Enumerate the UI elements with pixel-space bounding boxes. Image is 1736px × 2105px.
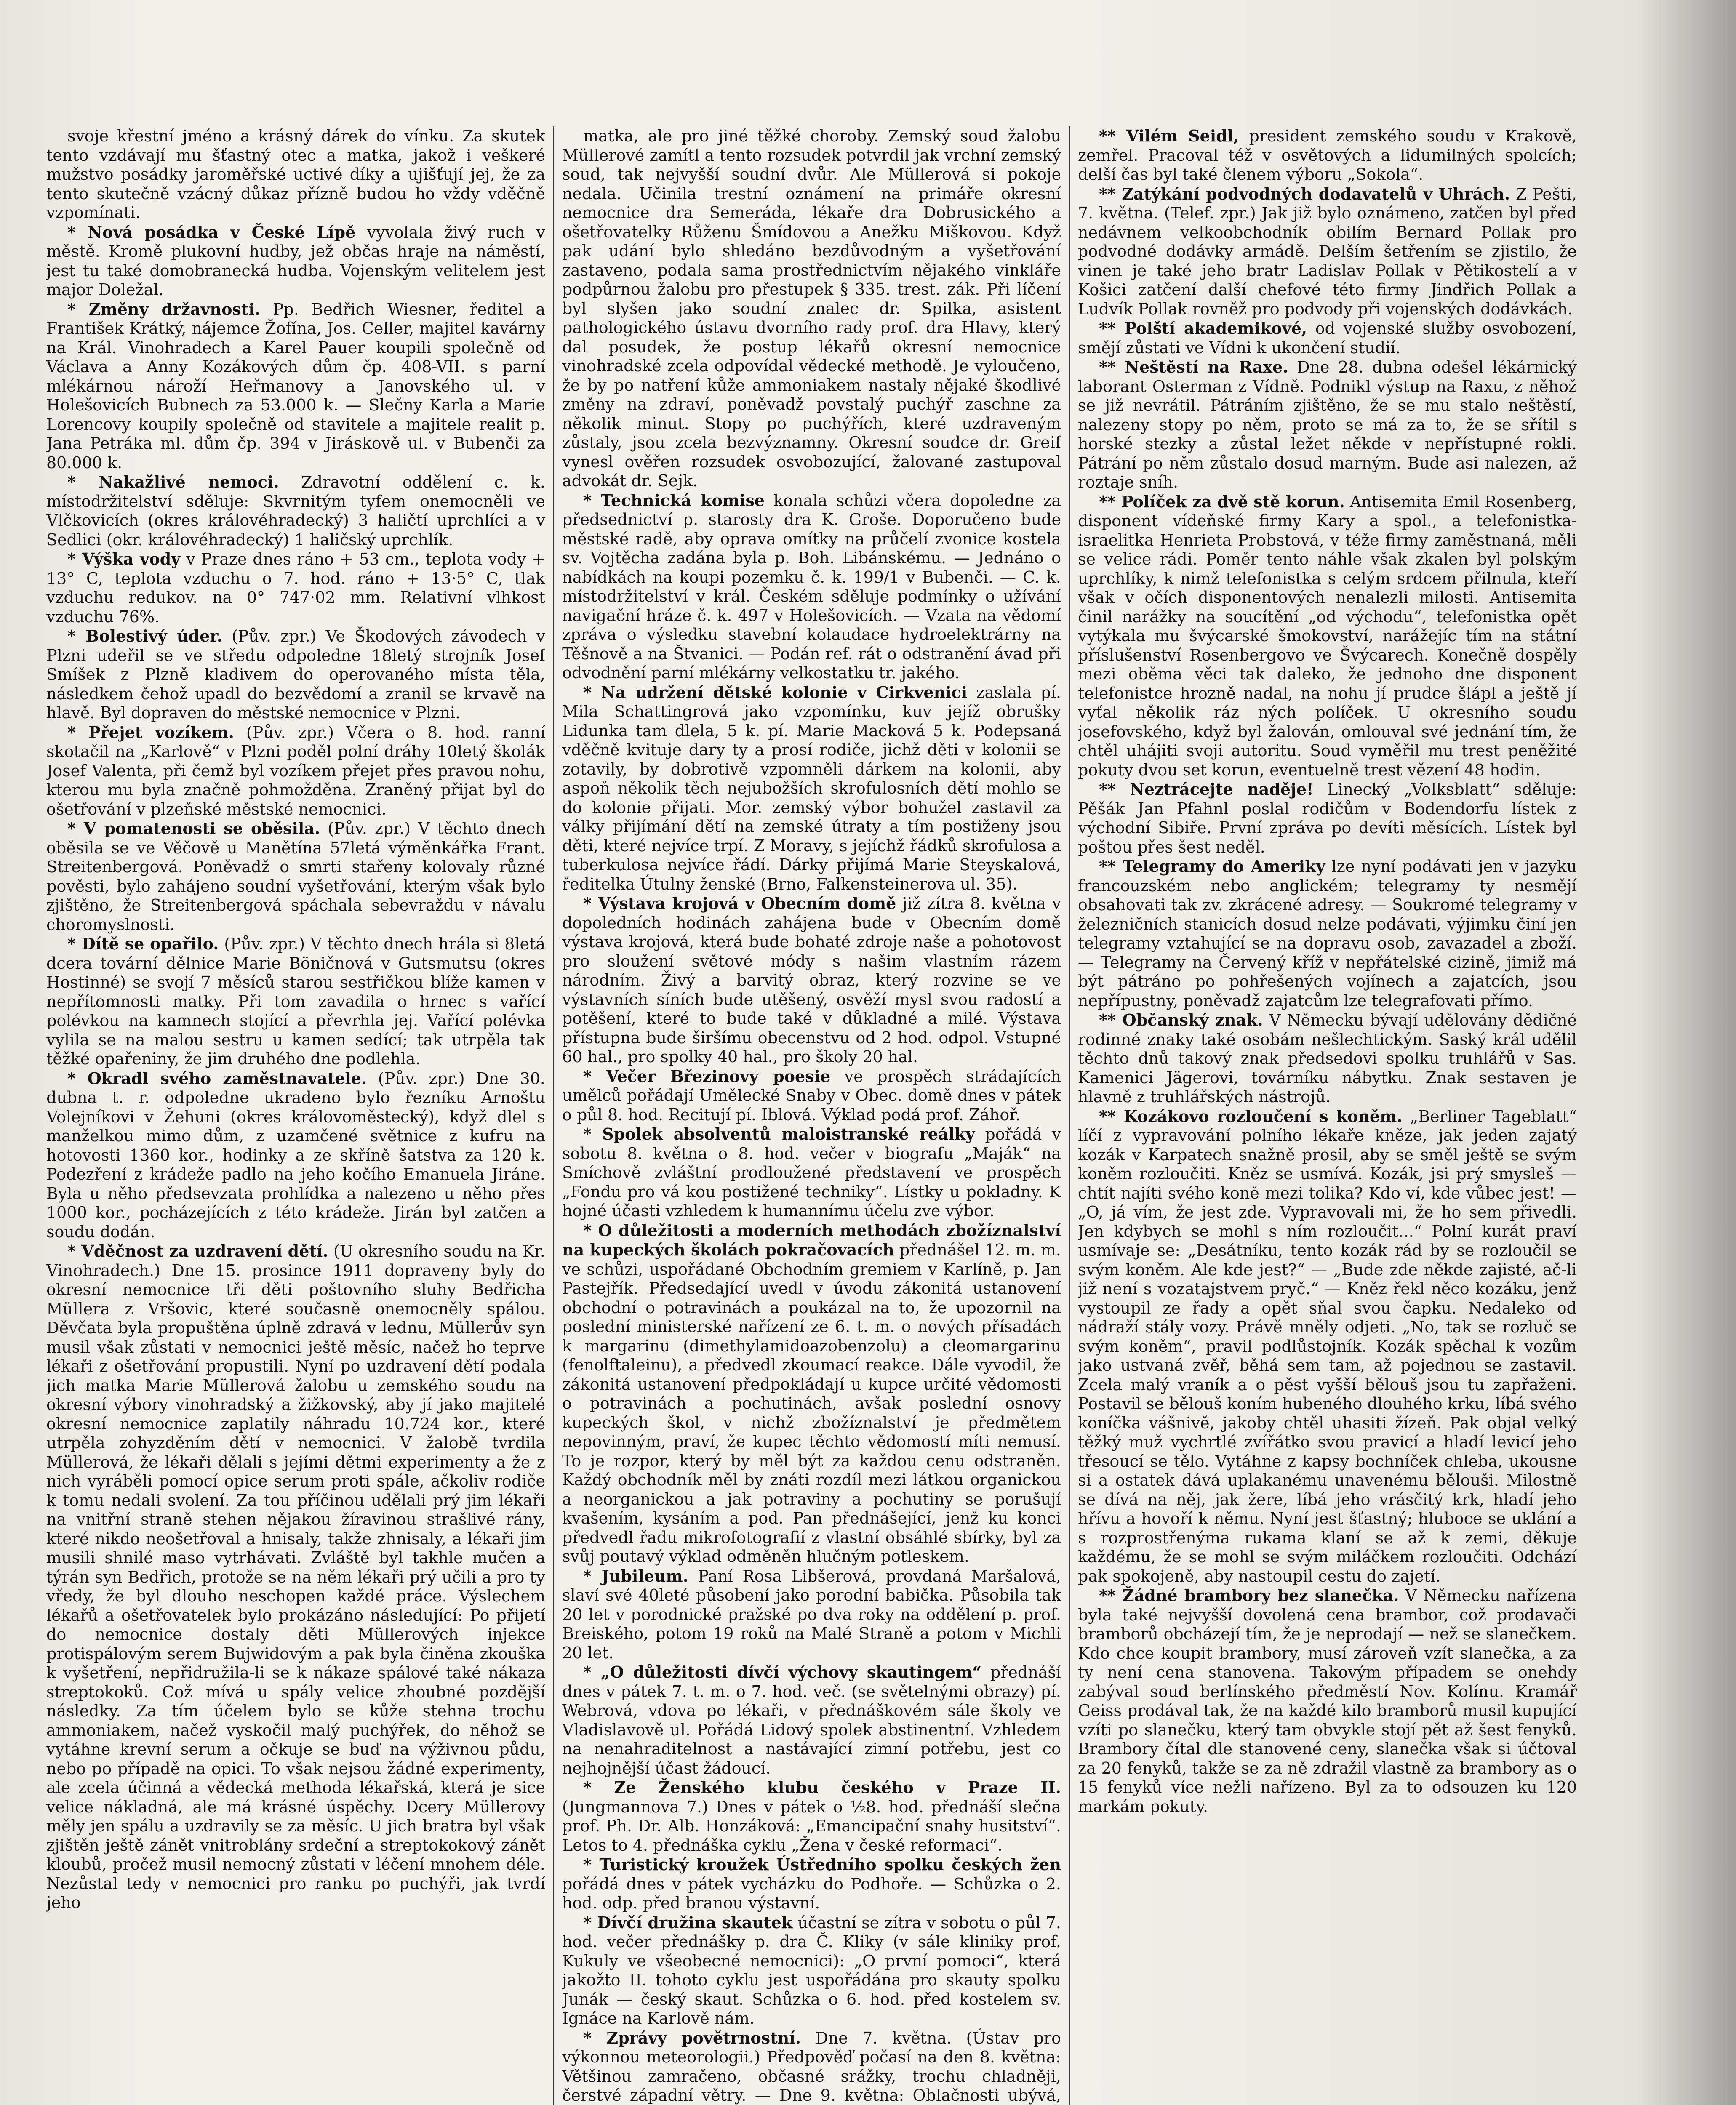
news-item [46,300,545,473]
news-item-body: V Německu nařízena byla také nejvyšší dovolená cena brambor, což prodavači bramborů obcházejí tím, že je neprodají — než se slanečkem. Kdo chce koupit brambory, musí zároveň vzít slanečka, a za ty není cena stanovena. Takovým případem se onehdy zabýval soud berlínského předměstí Nov. Kolínu. Kramář Geiss prodával tak, že na každé kilo bramborů musil kupující vzíti po slanečku, který tam obvykle stojí pět až šest fenyků. Brambory čítal dle stanovené ceny, slanečka však si účtoval za 20 fenyků, takže se za ně zdražil vlastně za brambory as o 15 fenyků více nežli nařízeno. Byl za to odsouzen ku 120 markám pokuty. [1078,1586,1577,1816]
news-item-body: Dne 28. dubna odešel lékárnický laborant Osterman z Vídně. Podnikl výstup na Raxu, z něhož se již nevrátil. Pátráním zjištěno, že se mu stalo neštěstí, nalezeny stopy po něm, proto se má za to, že se sřítil s horské stezky a zůstal ležet někde v nepřístupné rokli. Pátrání po něm zůstalo dosud marným. Bude asi nalezen, až roztaje sníh. [1078,358,1577,491]
news-item-body: (U okresního soudu na Kr. Vinohradech.) Dne 15. prosince 1911 dopraveny byly do okresní nemocnice tři děti poštovního sluhy Bedřicha Müllera z Vršovic, které současně onemocněly spálou. Děvčata byla propuštěna úplně zdravá v lednu, Müllerův syn musil však zůstati v nemocnici ještě měsíc, načež ho teprve lékaři z ošetřování propustili. Nyní po uzdravení dětí podala jich matka Marie Müllerová žalobu u zemského soudu na okresní výbory vinohradský a žižkovský, aby jí jako majitelé okresní nemocnice zaplatily náhradu 10.724 kor., které utrpěla zohyzděním dětí v nemocnici. V žalobě tvrdila Müllerová, že lékaři dělali s jejími dětmi experimenty a že z nich vyráběli pomocí opice serum proti spále, ačkoliv rodiče k tomu nedali svolení. Za tou příčinou udělali prý jim lékaři na vnitřní straně stehen nějakou žíravinou strašlivé rány, které nikdo neošetřoval a hnisaly, takže zhnisaly, a lékaři jim musili shnilé maso vytrhávati. Zvláště byl takhle mučen a týrán syn Bedřich, protože se na něm lékaři prý učili a pro ty vředy, že byl dlouho neschopen každé práce. Výslechem lékařů a ošetřovatelek bylo prokázáno následující: Po přijetí do nemocnice dostaly děti Müllerových injekce protispálovým serem Bujwidovým a pak byla činěna zkouška k vyšetření, nepřidružila-li se k nákaze spálové také nákaza streptokoků. Což mívá u spály velice zhoubné pozdější následky. Za tím účelem bylo se kůže stehna trochu ammoniakem, načež vyskočil malý puchýřek, do něhož se vytáhne krevní serum a očkuje se buď na výživnou půdu, nebo po případě na opici. To však nejsou žádné experimenty, ale zcela účinná a vědecká methoda lékařská, která je sice velice nákladná, ale má krásné úspěchy. Dcery Müllerovy měly jen spálu a uzdravily se za měsíc. U jich bratra byl však zjištěn ještě zánět vnitroblány srdeční a streptokokový zánět kloubů, pročež musil nemocný zůstati v léčení mnohem déle. Nezůstal tedy v nemocnici pro ranku po puchýři, jak tvrdí jeho [46,1242,545,1912]
page-edge-shadow [1635,0,1736,2105]
column-divider [553,126,554,2105]
news-item-body: v Praze dnes ráno + 53 cm., teplota vody + 13° C, teplota vzduchu o 7. hod. ráno + 13·5° C, tlak vzduchu redukov. na 0° 747·02 mm. Relativní vlhkost vzduchu 76%. [46,550,545,626]
news-item [1078,857,1577,1010]
news-item-heading: ** Neštěstí na Raxe. [1099,357,1288,376]
news-item: svoje křestní jméno a krásný dárek do vínku. Za skutek tento vzdávají mu šťastný otec a matka, jakož i veškeré mužstvo posádky jaroměřské uctivé díky a ujišťují jej, že za tento skutečně vzácný důkaz přízně budou ho vždy vděčně vzpomínati. [46,127,545,222]
news-item-body: od vojenské služby osvobození, smějí zůstati ve Vídni k ukončení studií. [1078,319,1577,357]
news-item [46,723,545,819]
news-item [46,1069,545,1242]
news-item [1078,1586,1577,1816]
column-divider [1069,126,1070,2105]
news-item [46,549,545,626]
news-item [1078,184,1577,319]
news-item-body: zaslala pí. Mila Schattingrová jako vzpomínku, kuv jejíž obrušky Lidunka tam dlela, 5 k. pí. Marie Macková 5 k. Podepsaná vděčně kvituje dary ty a prosí rodiče, jichž děti v kolonii se zotavily, by dobrotivě vzpomněli dárkem na kolonii, aby aspoň několik těch nejubožších skrofulosních dětí mohlo se do kolonie přijati. Mor. zemský výbor bohužel zastavil za války přijímání dětí na zemské útraty a tím postiženy jsou děti, které nejvíce trpí. Z Moravy, s jejíchž řádků skrofulosa a tuberkulosa nejvíce řádí. Dárky přijímá Marie Steyskalová, ředitelka Útulny ženské (Brno, Falkensteinerova ul. 35). [562,683,1061,893]
news-item [562,683,1061,894]
news-item [562,1567,1061,1663]
news-item-heading: ** Kozákovo rozloučení s koněm. [1099,1106,1403,1126]
news-item-heading: * O důležitosti a moderních methodách zbožíznalství na kupeckých školách pokračovacích [562,1220,1061,1259]
news-item-heading: * Dívčí družina skautek [583,1913,793,1932]
news-item-heading: * Výška vody [67,549,181,568]
news-item-body: pořádá dnes v pátek vycházku do Podhoře. — Schůzka o 2. hod. odp. před branou výstavní. [562,1874,1061,1912]
news-item-body: přednášel 12. m. m. ve schůzi, uspořádané Obchodním gremiem v Karlíně, p. Jan Pastejřík. Předsedající uvedl v úvodu zákonitá ustanovení obchodní o potravinách a poukázal na to, že upozornil na poslední ministerské nařízení ze 6. t. m. o nových přísadách k margarinu (dimethylamidoazobenzolu) a cleomargarinu (fenolftaleinu), a předvedl zkoumací reakce. Dále vyvodil, že zákonitá ustanovení předpokládají u kupce určité vědomosti o potravinách a pochutinách, avšak poslední osnovy kupeckých škol, v nichž zbožíznalství je předmětem nepovinným, praví, že kupec těchto vědomostí míti nemusí. To je rozpor, který by měl být za každou cenu odstraněn. Každý obchodník měl by znáti rozdíl mezi látkou organickou a neorganickou a jak potraviny a pochutiny se porušují kvašením, kysáním a pod. Pan přednášející, jenž ku konci předvedl řadu mikrofotografií z vlastní obsáhlé sbírky, byl za svůj poutavý výklad odměněn hlučným potleskem. [562,1241,1061,1566]
news-item [1078,492,1577,780]
news-item [562,1663,1061,1778]
news-item-heading: * Dítě se opařilo. [67,934,219,953]
news-item-heading: ** Občanský znak. [1099,1010,1263,1029]
news-item-body: Linecký „Volksblatt“ sděluje: Pěšák Jan Pfahnl poslal rodičům v Bodendorfu lístek z východní Sibiře. První zpráva po devíti měsících. Lístek byl poštou přes šest neděl. [1078,780,1577,856]
news-item-body: (Jungmannova 7.) Dnes v pátek o ½8. hod. přednáší slečna prof. Ph. Dr. Alb. Honzáková: „Emancipační snahy husitství“. Letos to 4. přednáška cyklu „Žena v české reformaci“. [562,1797,1061,1855]
news-item [46,934,545,1069]
news-item-heading: ** Žádné brambory bez slanečka. [1099,1586,1399,1605]
news-item-heading: * Ze Ženského klubu českého v Praze II. [583,1778,1061,1797]
news-item: matka, ale pro jiné těžké choroby. Zemský soud žalobu Müllerové zamítl a tento rozsudek potvrdil jak vrchní zemský soud, tak nejvyšší soudní dvůr. Ale Müllerová si pokoje nedala. Učinila trestní oznámení na primáře okresní nemocnice dra Semeráda, lékaře dra Dobrusického a ošetřovatelky Růženu Šmídovou a Anežku Miškovou. Když pak udání bylo shledáno bezdůvodným a vyšetřování zastaveno, podala sama prostřednictvím nějakého vinkláře podpůrnou žalobu pro přestupek § 335. trest. zák. Při líčení byl slyšen jako soudní znalec dr. Spilka, asistent pathologického ústavu dvorního rady prof. dra Hlavy, který dal posudek, že postup lékařů okresní nemocnice vinohradské zcela odpovídal vědecké methodě. Je vyloučeno, že by po natření kůže ammoniakem nastaly nějaké škodlivé změny na zdraví, poněvadž povstalý puchýř zaschne za několik minut. Stopy po puchýřích, které uzdraveným zůstaly, jsou zcela bezvýznamny. Okresní soudce dr. Greif vynesl ověřen rozsudek osvobozující, žalované zastupoval advokát dr. Sejk. [562,127,1061,490]
news-item-heading: ** Vilém Seidl, [1099,126,1239,145]
text-column-1 [46,126,545,2105]
news-item-body: Dne 7. května. (Ústav pro výkonnou meteorologii.) Předpověď počasí na den 8. května: Většinou zamračeno, občasné srážky, trochu chladněji, čerstvé západní větry. — Dne 9. května: Oblačnosti ubývá, [562,2028,1061,2105]
news-item-heading: ** Políček za dvě stě korun. [1099,492,1345,511]
news-item-body: Pp. Bedřich Wiesner, ředitel a František Krátký, nájemce Žofína, Jos. Celler, majitel kavárny na Král. Vinohradech a Karel Pauer koupili společně od Václava a Anny Kozákových dům čp. 408-VII. s parní mlékárnou nároží Heřmanovy a Janovského ul. v Holešovicích Bubnech za 53.000 k. — Slečny Karla a Marie Lorencovy koupily společně od stavitele a majitele realit p. Jana Petráka ml. dům čp. 394 v Jiráskově ul. v Bubenči za 80.000 k. [46,300,545,472]
news-item [1078,1010,1577,1107]
news-item-body: (Pův. zpr.) Dne 30. dubna t. r. odpoledne ukradeno bylo řezníku Arnoštu Volejníkovi v Žehuni (okres královoměstecký), když dlel s manželkou mimo dům, z uzamčené světnice z kufru na hotovosti 1360 kor., hodinky a ze skříně šatstva za 120 k. Podezření z krádeže padlo na jeho kočího Emanuela Jiráne. Byla u něho předsevzata prohlídka a nalezeno u něho přes 1000 kor., pocházejících z této krádeže. Jirán byl zatčen a soudu dodán. [46,1069,545,1241]
news-item [1078,319,1577,357]
news-item-body: Z Pešti, 7. května. (Telef. zpr.) Jak již bylo oznámeno, zatčen byl před nedávnem velkoobchodník obilím Bernard Pollak pro podvodné dodávky armádě. Delším šetřením se zjistilo, že vinen je také jeho bratr Ladislav Pollak v Pětikostelí a v Košici zatčení další chefové této firmy Jindřich Pollak a Ludvík Pollak rovněž pro podvody při vojenských dodávkách. [1078,184,1577,318]
news-item [46,472,545,549]
news-item-body: (Pův. zpr.) Včera o 8. hod. ranní skotačil na „Karlově“ v Plzni poděl polní dráhy 10letý školák Josef Valenta, při čemž byl vozíkem přejet přes pravou nohu, kterou mu byla značně pohmožděna. Zraněný přijat byl do ošetřování v plzeňské městské nemocnici. [46,723,545,818]
news-item-heading: * Vděčnost za uzdravení dětí. [67,1242,328,1260]
news-item-body: Antisemita Emil Rosenberg, disponent vídeňské firmy Kary a spol., a telefonistka-israelitka Henrieta Probstová, v téže firmy zaměstnaná, měli se velice rádi. Poměr tento náhle však zkalen byl polským uprchlíky, k nimž telefonistka s celým srdcem přilnula, kteří však v očích disponentových nenalezli milosti. Antisemita činil narážky na soucítění „od východu“, telefonistka opět vytýkala mu švýcarské šmokovství, narážejíc tím na státní příslušenství Rosenbergovo ve Švýcarech. Konečně dospěly mezi oběma věci tak daleko, že jednoho dne disponent telefonistce hrozně nadal, na nohu jí prudce šlápl a ještě jí vyťal několik ráz ných políček. U okresního soudu josefovského, když byl žalován, omlouval své jednání tím, že chtěl uhájiti svoji autoritu. Soud vyměřil mu trest peněžité pokuty dvou set korun, eventuelně trest vězení 48 hodin. [1078,492,1577,779]
news-item-heading: ** Polští akademikové, [1099,319,1307,338]
news-item-heading: ** Neztrácejte naděje! [1099,780,1314,799]
news-item-body: ve prospěch strádajících umělců pořádají Umělecké Snaby v Obec. domě dnes v pátek o půl 8. hod. Recitují pí. Iblová. Výklad podá prof. Záhoř. [562,1067,1061,1124]
news-item-body: Zdravotní oddělení c. k. místodržitelství sděluje: Skvrnitým tyfem onemocněli ve Vlčkovicích (okres královéhradecký) 3 haličtí uprchlíci a v Sedlici (okr. královéhradecký) 1 haličský uprchlík. [46,473,545,549]
news-item [1078,357,1577,492]
news-item-heading: * Změny državnosti. [67,299,261,319]
news-item [1078,780,1577,857]
news-item [46,1242,545,1913]
news-item-body: „Berliner Tageblatt“ líčí z vypravování polního lékaře knězе, jak jeden zajatý kozák v Karpatech snažně prosil, aby se směl ještě se svým koněm rozloučiti. Kněz se usmívá. Kozák, jsi prý smysleš — chtít najíti svého koně mezi tolika? Kdo ví, kde vůbec jest! — „O, já vím, že jest zde. Vypravovali mi, že ho sem přivedli. Jen kdybych se mohl s ním rozloučit...“ Polní kurát praví usmívaje se: „Desátníku, tento kozák rád by se rozloučil se svým koněm. Ale kde jest?“ — „Bude zde někde zajisté, ač-li již není s vozatajstvem pryč.“ — Kněz řekl něco kozáku, jenž vystoupil ze řady a opět sňal svou čapku. Nedaleko od nádraží stály vozy. Právě mněly odjeti. „No, tak se rozluč se svým koněm“, pravil podlůstojník. Kozák spěchal k vozům jako ustvaná zvěř, běhá sem tam, až pojednou se zastavil. Zcela malý vraník a o pěst vyšší bělouš jsou tu zapřaženi. Postavil se bělouš koním hubeného dlouhého krku, líbá svého koníčka vášnivě, jakoby chtěl uhasiti žízeň. Pak objal velký těžký muž vychrtlé zvířátko svou pravicí a hladí levicí jeho třesoucí se tělo. Vytáhne z kapsy bochníček chleba, ukousne si a ostatek dává uplakanému unavenému bělouši. Milostně se dívá na něj, jak žere, líbá jeho vrásčitý krk, hladí jeho hřívu a hovoří k němu. Nyní jest šťastný; hluboce se uklání a s rozprostřenýma rukama klaní se až k zemi, děkuje každému, že se mohl se svým miláčkem rozloučiti. Odchází pak spokojeně, aby nastoupil cestu do zajetí. [1078,1107,1577,1585]
news-item-body: pořádá v sobotu 8. května o 8. hod. večer v biografu „Maják“ na Smíchově zvláštní prodloužené představení ve prospěch „Fondu pro vá kou postižené techniky“. Lístky u pokladny. K hojné účasti vzhledem k humannímu účelu zve výbor. [562,1125,1061,1220]
news-item-heading: ** Telegramy do Ameriky [1099,857,1325,876]
news-item-body: přednáší dnes v pátek 7. t. m. o 7. hod. več. (se světelnými obrazy) pí. Webrová, vdova po lékaři, v přednáškovém sále školy ve Vladislavově ul. Pořádá Lidový spolek abstinentní. Vzhledem na nenahraditelnost a nastávající zimní potřebu, jest co nejhojnější účast žádoucí. [562,1663,1061,1777]
news-item [562,2028,1061,2105]
news-item-heading: * Turistický kroužek Ústředního spolku českých žen [583,1855,1061,1874]
news-item [46,819,545,934]
news-item-body: účastní se zítra v sobotu o půl 7. hod. večer přednášky p. dra Č. Kliky (v sále kliniky prof. Kukuly ve všeobecné nemocnici): „O první pomoci“, která jakožto II. tohoto cyklu jest uspořádána pro skauty spolku Junák — český skaut. Schůzka o 6. hod. před kostelem sv. Ignáce na Karlově nám. [562,1913,1061,2028]
news-item [562,1124,1061,1221]
news-item-heading: * Spolek absolventů maloistranské reálky [583,1124,975,1143]
news-item-body: (Pův. zpr.) V těchto dnech hrála si 8letá dcera tovární dělnice Marie Böničnová v Gutsmutsu (okres Hostinné) se svojí 7 měsíců starou sestřičkou blíže kamen v nepřítomnosti matky. Při tom zavadila o hrnec s vařící polévkou na kamnech stojící a převrhla jej. Vařící polévka vylila se na malou sestru u kamen sedící; tak utrpěla tak těžké opařeniny, že jim druhého dne podlehla. [46,935,545,1068]
news-item [562,894,1061,1067]
news-item-body: Paní Rosa Libšerová, provdaná Maršalová, slaví své 40leté působení jako porodní babička. Působila tak 20 let v porodnické pražské po dva roky na oddělení p. prof. Breiského, potom 19 roků na Malé Straně a potom v Michli 20 let. [562,1567,1061,1662]
news-item [1078,126,1577,184]
news-item-heading: * Technická komise [583,490,765,510]
news-item-heading: * Bolestivý úder. [67,626,223,645]
news-item-body: lze nyní podávati jen v jazyku francouzském nebo anglickém; telegramy ty nesmějí obsahovati tak zv. zkrácené adresy. — Soukromé telegramy v železničních stanicích dosud nelze podávati, výjimku činí jen telegramy vztahující se na dopravu osob, zavazadel a zboží. — Telegramy na Červený kříž v nepřátelské cizině, jimiž má být pátráno po pohřešených vojínech a zajatcích, jsou nepřípustny, poněvadž zajatcům lze telegrafovati přímo. [1078,857,1577,1010]
news-item [562,1913,1061,2028]
news-item-heading: * Večer Březinovy poesie [583,1066,831,1086]
text-column-2 [562,126,1061,2105]
news-item-body: president zemského soudu v Krakově, zemřel. Pracoval též v osvětových a lidumilných spolcích; delší čas byl také členem výboru „Sokola“. [1078,127,1577,184]
news-item [562,1221,1061,1567]
news-item-heading: * Jubileum. [583,1566,688,1585]
news-item-heading: * „O důležitosti dívčí výchovy skautingem“ [583,1663,982,1681]
text-column-3 [1078,126,1577,2105]
news-item [562,1855,1061,1913]
news-item [46,223,545,300]
news-item-heading: ** Zatýkání podvodných dodavatelů v Uhrách. [1099,184,1510,203]
news-item-heading: * Okradl svého zaměstnavatele. [67,1068,367,1088]
news-item-heading: * Na udržení dětské kolonie v Cirkvenici [583,682,968,702]
news-item-body: (Pův. zpr.) V těchto dnech oběsila se ve Věčově u Manětína 57letá výměnkářka Frant. Streitenbergová. Poněvadž o smrti stařeny kolovaly různé pověsti, bylo zahájeno soudní vyšetřování, kterým však bylo zjištěno, že Streitenbergová spáchala sebevraždu v návalu choromyslnosti. [46,819,545,934]
news-item-body: konala schůzi včera dopoledne za předsednictví p. starosty dra K. Groše. Doporučeno bude městské radě, aby oprava omítky na průčelí zvonice kostela sv. Vojtěcha zadána byla p. Boh. Libánskému. — Jednáno o nabídkách na koupi pozemku č. k. 199/1 v Bubenči. — C. k. místodržitelství v král. Českém sděluje podmínky o užívání navigační hráze č. k. 497 v Holešovicích. — Vzata na vědomí zpráva o výsledku stavební kolaudace hydroelektrárny na Těšnově a na Štvanici. — Podán ref. rát o odstranění ávad při odvodnění parní mlékárny velkostatku tr. jakého. [562,491,1061,682]
news-item-body: (Pův. zpr.) Ve Škodových závodech v Plzni udeřil se ve středu odpoledne 18letý strojník Josef Smíšek z Plzně kladivem do operovaného místa těla, následkem čehož upadl do bezvědomí a zranil se krvavě na hlavě. Byl dopraven do městské nemocnice v Plzni. [46,627,545,722]
news-item-heading: * Výstava krojová v Obecním domě [583,894,896,913]
news-item-heading: * Nakažlivé nemoci. [67,472,279,491]
news-item-body: vyvolala živý ruch v městě. Kromě plukovní hudby, jež občas hraje na náměstí, jest tu také domobranecká hudba. Vojenským velitelem jest major Doležal. [46,223,545,299]
news-item-heading: * Zprávy povětrnostní. [583,2028,801,2047]
news-item [46,626,545,723]
news-item [562,491,1061,683]
news-item [1078,1107,1577,1586]
news-item [562,1778,1061,1855]
news-item-heading: * Nová posádka v České Lípě [67,222,356,242]
news-item-body: již zítra 8. května v dopoledních hodinách zahájena bude v Obecním domě výstava krojová, která bude bohaté zdroje naše a pohotovost pro sloužení světové módy s našim vlastním rázem národním. Živý a barvitý obraz, který rozvine se ve výstavních síních bude utěšený, osvěží mysl svou radostí a potěšení, které to bude také v důkladné a milé. Výstava přístupna bude širšímu obecenstvu od 2 hod. odpol. Vstupné 60 hal., pro spolky 40 hal., pro školy 20 hal. [562,894,1061,1066]
news-item [562,1067,1061,1125]
news-item-heading: * Přejet vozíkem. [67,722,234,742]
news-item-body: V Německu bývají udělovány dědičné rodinné znaky také osobám nešlechtickým. Saský král udělil těchto dnů takový znak předsedovi spolku truhlářů v Sas. Kamenici Jägerovi, továrníku nábytku. Znak sestaven je hlavně z truhlářských nástrojů. [1078,1011,1577,1106]
news-item-heading: * V pomatenosti se oběsila. [67,819,320,838]
